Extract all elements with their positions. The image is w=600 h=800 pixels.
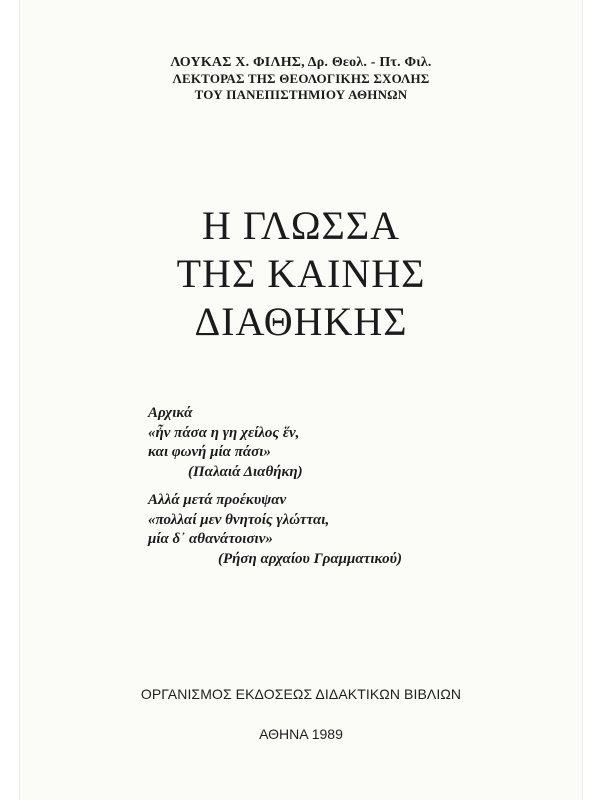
epigraph-first-quote-1: «ἦν πάσα η γη χείλος ἕν, bbox=[148, 424, 300, 441]
epigraph-second-intro: Αλλά μετά προέκυψαν bbox=[148, 492, 287, 508]
epigraph bbox=[148, 404, 402, 569]
epigraph-first-intro: Αρχικά bbox=[148, 405, 193, 421]
publisher-name: ΟΡΓΑΝΙΣΜΟΣ ΕΚΔΟΣΕΩΣ ΔΙΔΑΚΤΙΚΩΝ ΒΙΒΛΙΩΝ bbox=[140, 686, 462, 702]
author-name: ΛΟΥΚΑΣ Χ. ΦΙΛΗΣ, Δρ. Θεολ. - Πτ. Φιλ. bbox=[170, 55, 432, 70]
book-title bbox=[20, 202, 582, 346]
epigraph-second-quote-1: «πολλαί μεν θνητοίς γλώτται, bbox=[148, 511, 330, 528]
publication-place-year: ΑΘΗΝΑ 1989 bbox=[259, 726, 343, 742]
epigraph-second-source: (Ρήση αρχαίου Γραμματικού) bbox=[218, 550, 402, 567]
title-line-3: ΔΙΑΘΗΚΗΣ bbox=[194, 299, 408, 344]
title-line-1: Η ΓΛΩΣΣΑ bbox=[202, 203, 400, 248]
epigraph-first-source: (Παλαιά Διαθήκη) bbox=[188, 463, 303, 480]
title-line-2: ΤΗΣ ΚΑΙΝΗΣ bbox=[176, 251, 426, 296]
book-cover bbox=[20, 0, 582, 800]
author-affiliation: ΤΟΥ ΠΑΝΕΠΙΣΤΗΜΙΟΥ ΑΘΗΝΩΝ bbox=[194, 87, 408, 102]
epigraph-first-quote-2: και φωνή μία πάσι» bbox=[148, 444, 271, 460]
author-title: ΛΕΚΤΟΡΑΣ ΤΗΣ ΘΕΟΛΟΓΙΚΗΣ ΣΧΟΛΗΣ bbox=[172, 71, 430, 86]
epigraph-second-quote-2: μία δ᾽ αθανάτοισιν» bbox=[148, 531, 273, 547]
